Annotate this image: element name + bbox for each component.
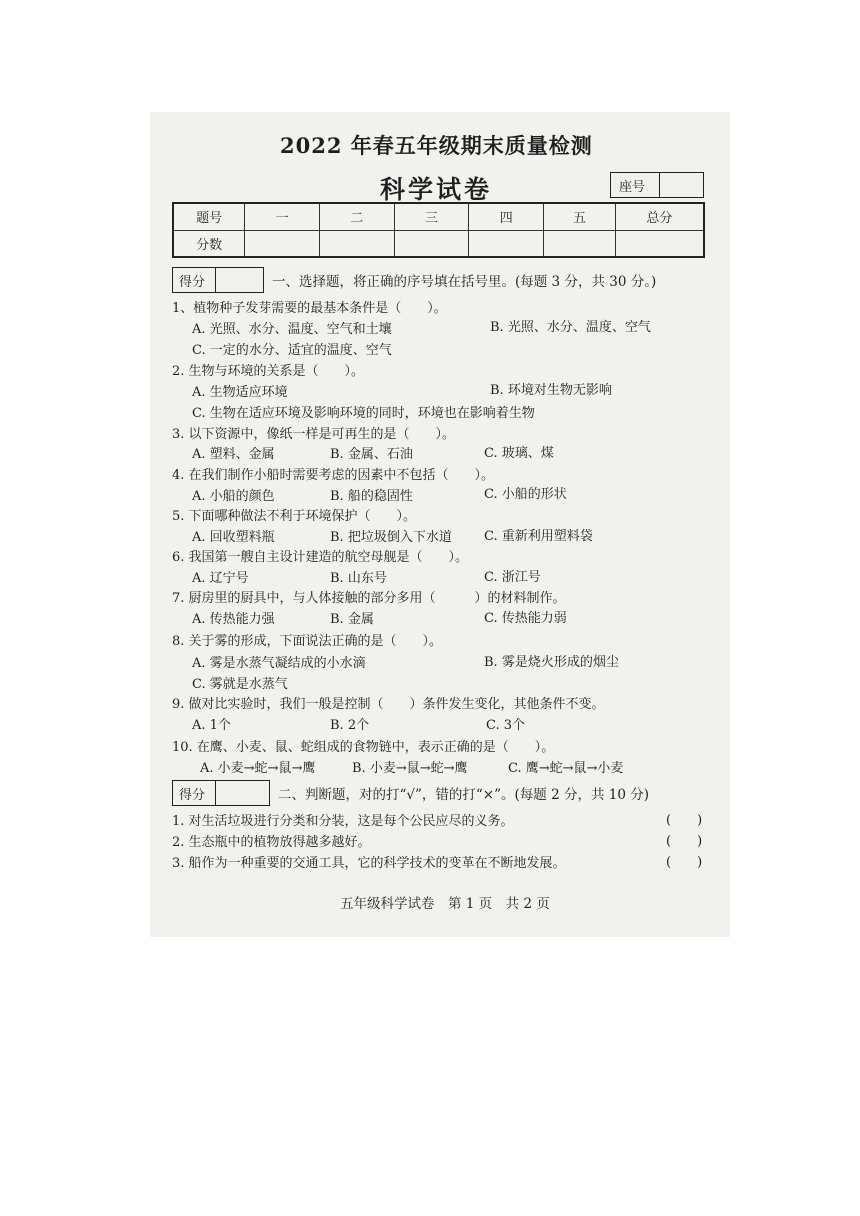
section1-score-box — [172, 267, 264, 293]
question-2-option-a: A. 生物适应环境 — [192, 385, 288, 400]
question-2-stem: 2. 生物与环境的关系是（ ）。 — [172, 364, 365, 379]
question-1-option-a: A. 光照、水分、温度、空气和土壤 — [192, 322, 392, 337]
question-6-option-c: C. 浙江号 — [484, 570, 541, 585]
score-table-score-row — [173, 230, 704, 257]
score-table-cell: 题号 — [173, 203, 245, 230]
question-1-stem: 1、植物种子发芽需要的最基本条件是（ ）。 — [172, 301, 447, 316]
question-6-option-a: A. 辽宁号 — [192, 571, 249, 586]
section1-score-label: 得分 — [179, 275, 206, 290]
question-5-option-b: B. 把垃圾倒入下水道 — [330, 530, 452, 545]
question-4-option-c: C. 小船的形状 — [484, 487, 567, 502]
score-table-header-row — [173, 203, 704, 230]
question-4-option-a: A. 小船的颜色 — [192, 489, 275, 504]
question-2-option-b: B. 环境对生物无影响 — [490, 383, 612, 398]
score-table-cell: 总分 — [615, 203, 704, 230]
question-3-stem: 3. 以下资源中，像纸一样是可再生的是（ ）。 — [172, 427, 456, 442]
question-8-option-a: A. 雾是水蒸气凝结成的小水滴 — [192, 656, 366, 671]
question-5-option-c: C. 重新利用塑料袋 — [484, 529, 593, 544]
question-10-option-c: C. 鹰→蛇→鼠→小麦 — [508, 761, 624, 776]
score-table-blank — [245, 230, 320, 257]
judgment-1: 1. 对生活垃圾进行分类和分装，这是每个公民应尽的义务。 — [172, 814, 514, 829]
seat-label: 座号 — [619, 180, 646, 195]
seat-input-area — [659, 173, 704, 197]
section2-score-input — [215, 781, 270, 805]
question-10-option-a: A. 小麦→蛇→鼠→鹰 — [200, 761, 316, 776]
question-2-option-c: C. 生物在适应环境及影响环境的同时，环境也在影响着生物 — [192, 406, 535, 421]
question-3-option-a: A. 塑料、金属 — [192, 447, 275, 462]
question-10-option-b: B. 小麦→鼠→蛇→鹰 — [352, 761, 468, 776]
section2-heading: 二、判断题，对的打“√”，错的打“×”。(每题 2 分，共 10 分) — [278, 787, 649, 803]
score-table-cell: 五 — [544, 203, 616, 230]
question-5-stem: 5. 下面哪种做法不利于环境保护（ ）。 — [172, 509, 417, 524]
question-7-stem: 7. 厨房里的厨具中，与人体接触的部分多用（ ）的材料制作。 — [172, 591, 566, 606]
score-table — [172, 202, 705, 258]
section2-score-box — [172, 780, 270, 806]
score-table-cell: 一 — [245, 203, 320, 230]
score-table-cell: 二 — [319, 203, 394, 230]
question-7-option-a: A. 传热能力强 — [192, 612, 275, 627]
exam-subtitle: 科学试卷 — [380, 175, 493, 204]
judgment-3: 3. 船作为一种重要的交通工具，它的科学技术的变革在不断地发展。 — [172, 856, 566, 871]
judgment-1-answer: ( ) — [666, 813, 703, 828]
question-3-option-b: B. 金属、石油 — [330, 447, 413, 462]
question-9-option-b: B. 2个 — [330, 718, 370, 733]
question-9-option-a: A. 1个 — [192, 718, 231, 733]
score-table-blank — [615, 230, 704, 257]
seat-number-box — [610, 172, 704, 198]
score-table-blank — [544, 230, 616, 257]
question-1-option-c: C. 一定的水分、适宜的温度、空气 — [192, 343, 392, 358]
judgment-2: 2. 生态瓶中的植物放得越多越好。 — [172, 835, 371, 850]
question-8-option-c: C. 雾就是水蒸气 — [192, 677, 288, 692]
question-4-option-b: B. 船的稳固性 — [330, 489, 413, 504]
question-4-stem: 4. 在我们制作小船时需要考虑的因素中不包括（ ）。 — [172, 468, 495, 483]
score-table-blank — [319, 230, 394, 257]
question-8-stem: 8. 关于雾的形成，下面说法正确的是（ ）。 — [172, 634, 443, 649]
question-8-option-b: B. 雾是烧火形成的烟尘 — [484, 655, 619, 670]
section1-heading: 一、选择题，将正确的序号填在括号里。(每题 3 分，共 30 分。) — [272, 274, 657, 290]
section1-score-input — [215, 268, 264, 292]
section2-score-label: 得分 — [179, 788, 206, 803]
judgment-3-answer: ( ) — [666, 855, 703, 870]
question-6-option-b: B. 山东号 — [330, 571, 387, 586]
score-table-cell: 四 — [469, 203, 544, 230]
question-7-option-b: B. 金属 — [330, 612, 374, 627]
question-10-stem: 10. 在鹰、小麦、鼠、蛇组成的食物链中，表示正确的是（ ）。 — [172, 740, 555, 755]
exam-title: 2022 年春五年级期末质量检测 — [280, 133, 593, 158]
judgment-2-answer: ( ) — [666, 834, 703, 849]
question-6-stem: 6. 我国第一艘自主设计建造的航空母舰是（ ）。 — [172, 550, 469, 565]
score-table-cell: 分数 — [173, 230, 245, 257]
question-5-option-a: A. 回收塑料瓶 — [192, 530, 275, 545]
question-9-stem: 9. 做对比实验时，我们一般是控制（ ）条件发生变化，其他条件不变。 — [172, 697, 605, 712]
page-footer: 五年级科学试卷 第 1 页 共 2 页 — [340, 896, 550, 912]
question-9-option-c: C. 3个 — [486, 718, 526, 733]
question-7-option-c: C. 传热能力弱 — [484, 611, 567, 626]
score-table-cell: 三 — [394, 203, 469, 230]
score-table-blank — [394, 230, 469, 257]
question-1-option-b: B. 光照、水分、温度、空气 — [490, 320, 651, 335]
question-3-option-c: C. 玻璃、煤 — [484, 446, 554, 461]
score-table-blank — [469, 230, 544, 257]
